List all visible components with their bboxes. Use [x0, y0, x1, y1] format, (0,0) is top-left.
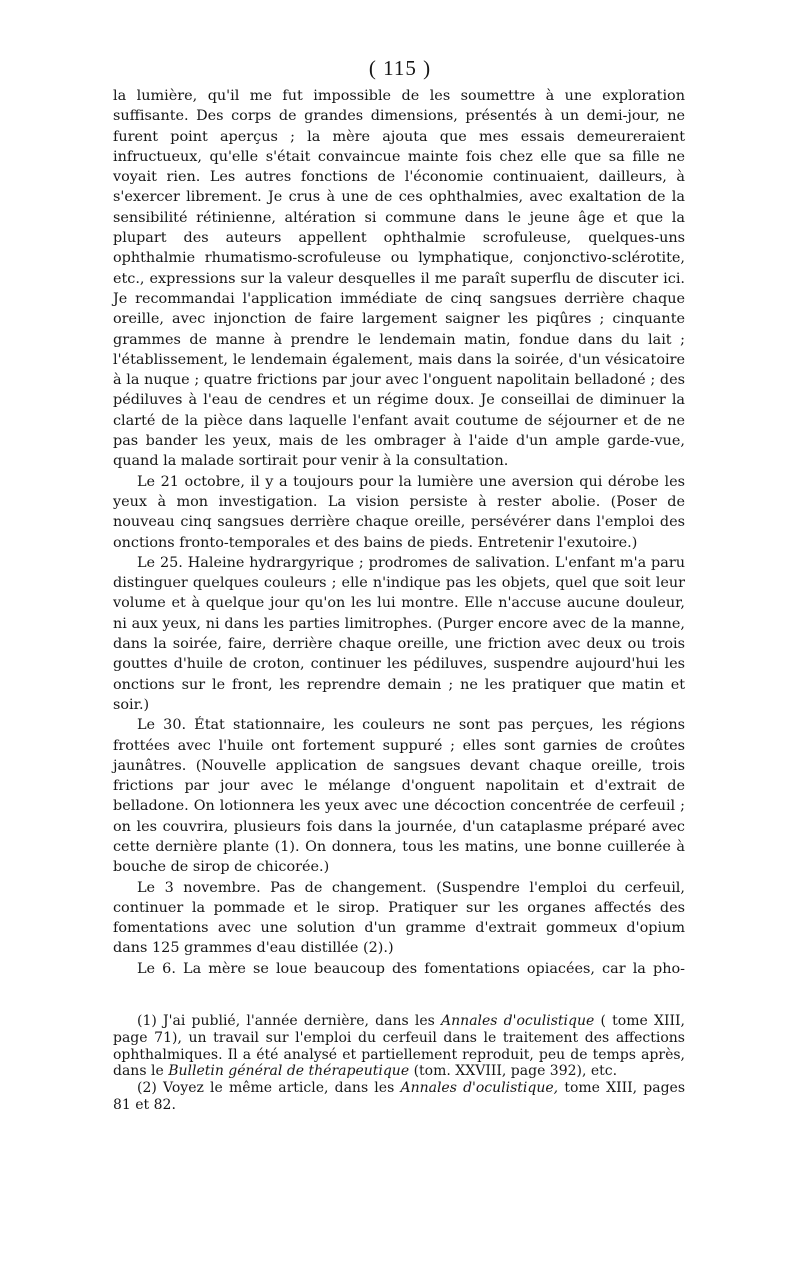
- paragraph-4: Le 30. État stationnaire, les couleurs ne sont pas perçues, les régions frottées avec l'huile ont fortement suppuré ; elles sont garnies de croûtes jaunâtres. (Nouvelle application de sangsues devant chaque oreille, trois frictions par jour avec le mélange d'onguent napolitain et d'extrait de belladone. On lotionnera les yeux avec une décoction concentrée de cerfeuil ; on les couvrira, plusieurs fois dans la journée, d'un cataplasme préparé avec cette dernière plante (1). On donnera, tous les matins, une bonne cuillerée à bouche de sirop de chicorée.): [113, 717, 685, 876]
- footnote-1: [113, 1013, 685, 1080]
- body-text: [113, 86, 685, 979]
- paragraph-2: Le 21 octobre, il y a toujours pour la lumière une aversion qui dérobe les yeux à mon investigation. La vision persiste à rester abolie. (Poser de nouveau cinq sangsues derrière chaque oreille, persévérer dans l'emploi des onctions fronto-temporales et des bains de pieds. Entretenir l'exutoire.): [113, 473, 685, 551]
- footnote-2: [113, 1080, 685, 1114]
- footnote-number: (1): [137, 1013, 157, 1029]
- footnote-text: (tom. XXVIII, page 392), etc.: [413, 1063, 618, 1080]
- footnote-journal-title: Bulletin général de thérapeutique: [168, 1063, 410, 1080]
- footnote-text: J'ai publié, l'année dernière, dans les: [163, 1013, 435, 1029]
- footnote-text: tome XIII, pages 81 et 82.: [113, 1080, 686, 1113]
- footnotes: [113, 1013, 685, 1114]
- footnote-text: Voyez le même article, dans les: [163, 1080, 395, 1097]
- paragraph-1: la lumière, qu'il me fut impossible de les soumettre à une exploration suffisante. Des corps de grandes dimensions, présentés à un demi-jour, ne furent point aperçus ; la mère ajouta que mes essais demeureraient infructueux, qu'elle s'était convaincue mainte fois chez elle que sa fille ne voyait rien. Les autres fonctions de l'économie continuaient, dailleurs, à s'exercer librement. Je crus à une de ces ophthalmies, avec exaltation de la sensibilité rétinienne, altération si commune dans le jeune âge et que la plupart des auteurs appellent ophthalmie scrofuleuse, quelques-uns ophthalmie rhumatismo-scrofuleuse ou lymphatique, conjonctivo-sclérotite, etc., expressions sur la valeur desquelles il me paraît superflu de discuter ici. Je recommandai l'application immédiate de cinq sangsues derrière chaque oreille, avec injonction de faire largement saigner les piqûres ; cinquante grammes de manne à prendre le lendemain matin, fondue dans du lait ; l'établissement, le lendemain également, mais dans la soirée, d'un vésicatoire à la nuque ; quatre frictions par jour avec l'onguent napolitain belladoné ; des pédiluves à l'eau de cendres et un régime doux. Je conseillai de diminuer la clarté de la pièce dans laquelle l'enfant avait coutume de séjourner et de ne pas bander les yeux, mais de les ombrager à l'aide d'un ample garde-vue, quand la malade sortirait pour venir à la consultation.: [113, 88, 685, 470]
- page-number: ( 115 ): [368, 56, 432, 80]
- paragraph-6: Le 6. La mère se loue beaucoup des fomentations opiacées, car la pho-: [137, 960, 685, 977]
- footnote-text: ( tome XIII, page 71), un travail sur l'emploi du cerfeuil dans le traitement des affections ophthalmiques. Il a été analysé et partiellement reproduit, peu de temps après, dans le: [113, 1013, 685, 1080]
- footnote-journal-title: Annales d'oculistique: [441, 1013, 595, 1029]
- footnote-journal-title: Annales d'oculistique,: [400, 1080, 559, 1097]
- paragraph-5: Le 3 novembre. Pas de changement. (Suspendre l'emploi du cerfeuil, continuer la pommade et le sirop. Pratiquer sur les organes affectés des fomentations avec une solution d'un gramme d'extrait gommeux d'opium dans 125 grammes d'eau distillée (2).): [113, 879, 685, 957]
- footnote-number: (2): [137, 1080, 157, 1097]
- paragraph-3: Le 25. Haleine hydrargyrique ; prodromes de salivation. L'enfant m'a paru distinguer quelques couleurs ; elle n'indique pas les objets, quel que soit leur volume et à quelque jour qu'on les lui montre. Elle n'accuse aucune douleur, ni aux yeux, ni dans les parties limitrophes. (Purger encore avec de la manne, dans la soirée, faire, derrière chaque oreille, une friction avec deux ou trois gouttes d'huile de croton, continuer les pédiluves, suspendre aujourd'hui les onctions sur le front, les reprendre demain ; ne les pratiquer que matin et soir.): [113, 554, 685, 713]
